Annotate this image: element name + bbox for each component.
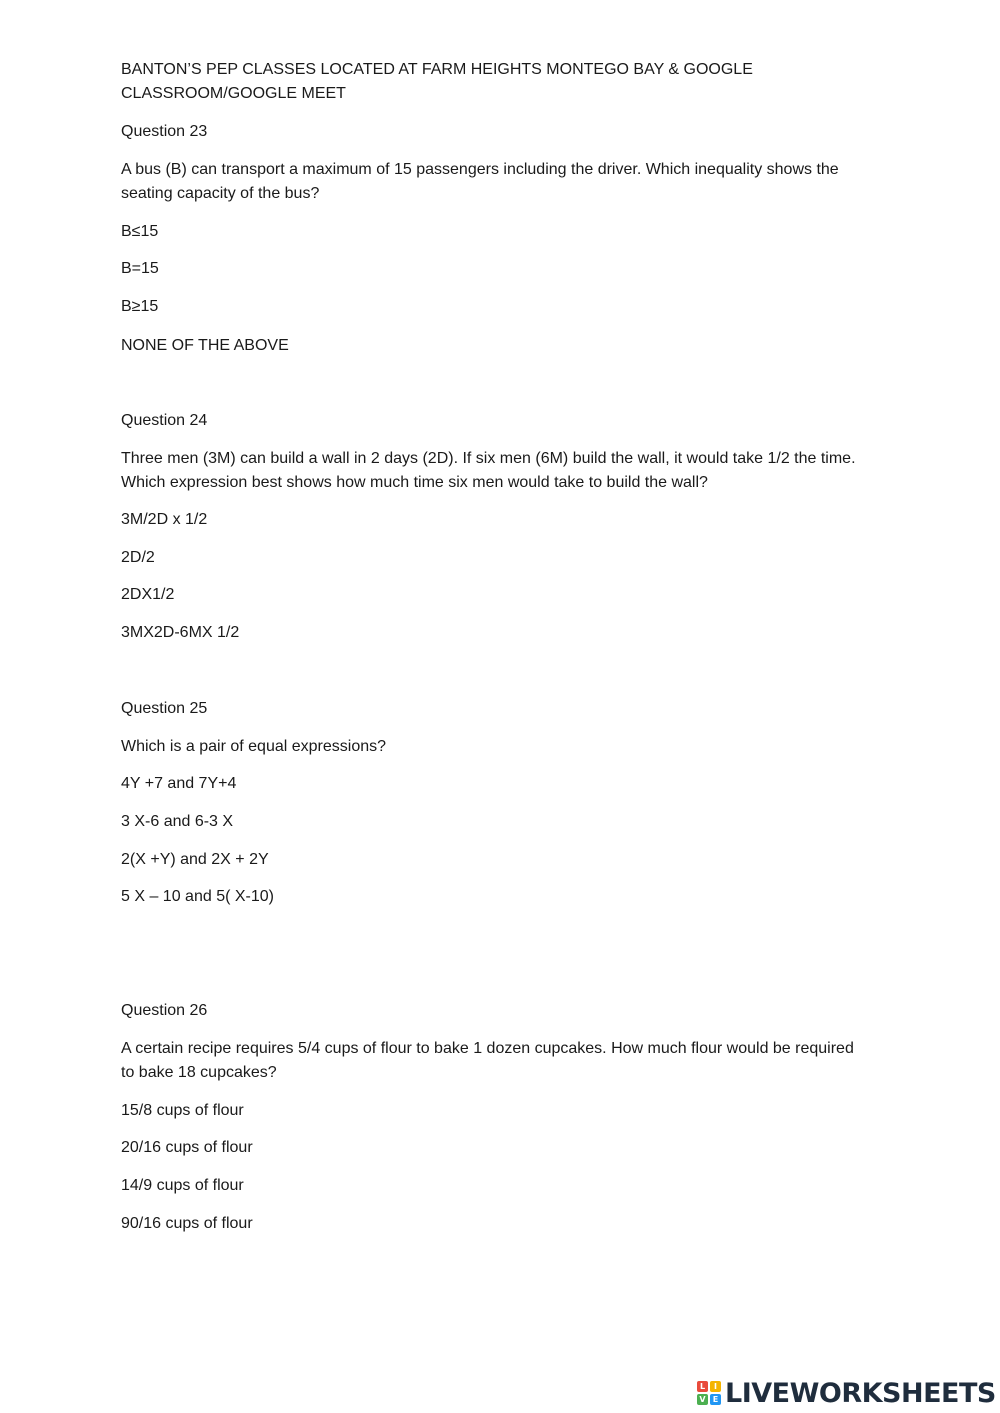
logo-tile: E <box>710 1394 721 1405</box>
liveworksheets-logo[interactable] <box>697 1378 996 1408</box>
question-text: A bus (B) can transport a maximum of 15 passengers including the driver. Which inequality shows the seating capacity of the bus? <box>121 161 839 202</box>
answer-option[interactable]: 14/9 cups of flour <box>121 1177 244 1194</box>
question-text: Which is a pair of equal expressions? <box>121 738 387 755</box>
answer-option[interactable]: 90/16 cups of flour <box>121 1215 253 1232</box>
logo-tile: L <box>697 1381 708 1392</box>
logo-tiles-icon <box>697 1381 721 1405</box>
logo-tile: I <box>710 1381 721 1392</box>
answer-option[interactable]: 2(X +Y) and 2X + 2Y <box>121 851 269 868</box>
answer-option[interactable]: B=15 <box>121 260 159 277</box>
answer-option[interactable]: 3MX2D-6MX 1/2 <box>121 624 240 641</box>
question-title: Question 26 <box>121 1002 208 1019</box>
answer-option[interactable]: 3 X-6 and 6-3 X <box>121 813 234 830</box>
header-line-2: CLASSROOM/GOOGLE MEET <box>121 85 346 102</box>
question-title: Question 23 <box>121 123 208 140</box>
logo-text: LIVEWORKSHEETS <box>725 1377 996 1409</box>
answer-option[interactable]: B≥15 <box>121 298 159 315</box>
question-title: Question 25 <box>121 700 208 717</box>
answer-option[interactable]: 3M/2D x 1/2 <box>121 511 208 528</box>
logo-tile: V <box>697 1394 708 1405</box>
answer-option[interactable]: 15/8 cups of flour <box>121 1102 244 1119</box>
answer-option[interactable]: 5 X – 10 and 5( X-10) <box>121 888 274 905</box>
question-text: A certain recipe requires 5/4 cups of flour to bake 1 dozen cupcakes. How much flour would be required to bake 18 cupcakes? <box>121 1040 854 1081</box>
answer-option[interactable]: 4Y +7 and 7Y+4 <box>121 775 237 792</box>
question-text: Three men (3M) can build a wall in 2 days (2D). If six men (6M) build the wall, it would take 1/2 the time. Which expression best shows how much time six men would take to build the wall? <box>121 450 856 491</box>
header-line-1: BANTON’S PEP CLASSES LOCATED AT FARM HEIGHTS MONTEGO BAY & GOOGLE <box>121 61 753 78</box>
answer-option[interactable]: 2DX1/2 <box>121 586 175 603</box>
answer-option[interactable]: 20/16 cups of flour <box>121 1139 253 1156</box>
answer-option[interactable]: 2D/2 <box>121 549 155 566</box>
question-title: Question 24 <box>121 412 208 429</box>
answer-option[interactable]: B≤15 <box>121 223 159 240</box>
answer-option[interactable]: NONE OF THE ABOVE <box>121 337 289 354</box>
